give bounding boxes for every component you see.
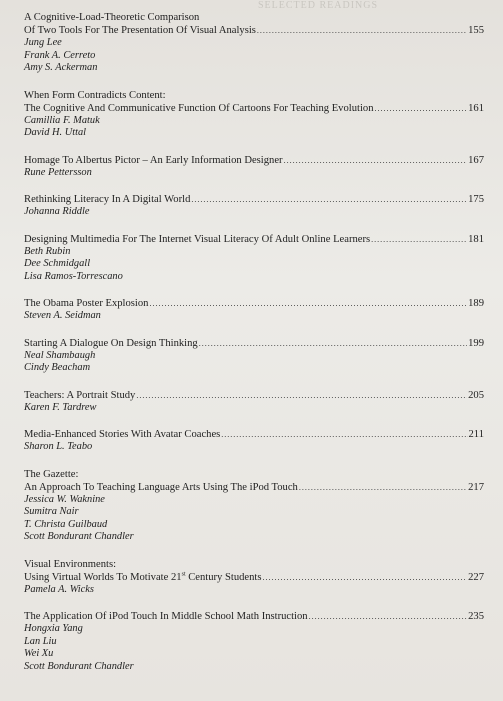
entry-title-line xyxy=(24,610,484,623)
dot-leader xyxy=(299,481,467,494)
dot-leader xyxy=(375,102,468,115)
author-name: Sumitra Nair xyxy=(24,506,79,517)
entry-title-line xyxy=(24,297,484,310)
dot-leader xyxy=(149,297,467,310)
author-name: David H. Uttal xyxy=(24,127,87,138)
author-name: Hongxia Yang xyxy=(24,623,83,634)
toc-entry xyxy=(24,337,484,375)
entry-title-line xyxy=(24,389,484,402)
entry-title-line xyxy=(24,11,484,24)
entry-title: Rethinking Literacy In A Digital World xyxy=(24,194,191,205)
author-name: Camillia F. Matuk xyxy=(24,114,100,126)
entry-title-line xyxy=(24,233,484,246)
show-through-heading: SELECTED READINGS xyxy=(258,0,379,11)
dot-leader xyxy=(284,154,468,167)
toc-entry xyxy=(24,558,484,597)
toc-entry xyxy=(24,89,484,140)
toc-entry xyxy=(24,428,484,454)
author-name: Lisa Ramos-Torrescano xyxy=(24,270,123,282)
dot-leader xyxy=(309,610,468,623)
page-number: 205 xyxy=(468,389,484,401)
entry-title: Media-Enhanced Stories With Avatar Coaches xyxy=(24,429,221,440)
entry-title-line xyxy=(24,481,484,494)
author-name: Karen F. Tardrew xyxy=(24,401,97,413)
entry-title-line xyxy=(24,468,484,481)
page-number: 181 xyxy=(468,233,484,245)
page-number: 155 xyxy=(468,25,484,36)
author-name: Pamela A. Wicks xyxy=(24,583,94,595)
entry-title-line xyxy=(24,337,484,350)
toc-entry xyxy=(24,468,484,544)
author-name: Sharon L. Teabo xyxy=(24,441,93,452)
page-number: 235 xyxy=(468,611,484,622)
dot-leader xyxy=(257,24,467,37)
author-name: Steven A. Seidman xyxy=(24,310,101,321)
author-name: Scott Bondurant Chandler xyxy=(24,660,134,672)
author-name: Jung Lee xyxy=(24,37,62,48)
page-number: 211 xyxy=(468,429,484,440)
page-number: 189 xyxy=(468,298,484,309)
author-name: Frank A. Cerreto xyxy=(24,49,96,61)
entry-title-line xyxy=(24,571,484,584)
page-number: 161 xyxy=(468,102,484,114)
entry-title: Homage To Albertus Pictor – An Early Information Designer xyxy=(24,154,283,166)
entry-title-line xyxy=(24,428,484,441)
entry-title-line xyxy=(24,558,484,571)
toc-entry xyxy=(24,233,484,284)
author-name: Beth Rubin xyxy=(24,245,71,257)
entry-title: The Cognitive And Communicative Function Of Cartoons For Teaching Evolution xyxy=(24,102,374,114)
dot-leader xyxy=(221,428,467,441)
entry-title: Visual Environments: xyxy=(24,558,117,570)
author-name: Lan Liu xyxy=(24,635,57,647)
entry-title: A Cognitive-Load-Theoretic Comparison xyxy=(24,12,200,23)
entry-title: The Gazette: xyxy=(24,468,79,480)
entry-title: Teachers: A Portrait Study xyxy=(24,389,136,401)
toc-entry xyxy=(24,389,484,415)
author-name: Johanna Riddle xyxy=(24,206,90,217)
page-number: 199 xyxy=(468,337,484,349)
entry-title-line xyxy=(24,193,484,206)
entry-title: Of Two Tools For The Presentation Of Visual Analysis xyxy=(24,25,256,36)
dot-leader xyxy=(263,571,468,584)
author-name: Amy S. Ackerman xyxy=(24,62,98,73)
entry-title: Using Virtual Worlds To Motivate 21st Century Students xyxy=(24,570,262,583)
table-of-contents xyxy=(24,11,484,687)
entry-title-line xyxy=(24,102,484,115)
author-name: Rune Pettersson xyxy=(24,166,92,178)
entry-title-line xyxy=(24,24,484,37)
dot-leader xyxy=(199,337,467,350)
toc-entry xyxy=(24,297,484,323)
toc-entry xyxy=(24,193,484,219)
author-name: Neal Shambaugh xyxy=(24,349,96,361)
entry-title: The Application Of iPod Touch In Middle School Math Instruction xyxy=(24,611,308,622)
entry-title: The Obama Poster Explosion xyxy=(24,298,149,309)
dot-leader xyxy=(191,193,467,206)
author-name: Cindy Beacham xyxy=(24,362,91,373)
dot-leader xyxy=(136,389,467,402)
page-number: 167 xyxy=(468,154,484,166)
entry-title: Starting A Dialogue On Design Thinking xyxy=(24,337,198,349)
page-number: 217 xyxy=(468,481,484,493)
author-name: T. Christa Guilbaud xyxy=(24,518,108,530)
toc-entry xyxy=(24,610,484,673)
author-name: Jessica W. Waknine xyxy=(24,493,105,505)
entry-title-line xyxy=(24,89,484,102)
author-name: Scott Bondurant Chandler xyxy=(24,531,134,542)
author-name: Dee Schmidgall xyxy=(24,258,91,269)
author-name: Wei Xu xyxy=(24,648,54,659)
entry-title-line xyxy=(24,154,484,167)
toc-entry xyxy=(24,11,484,75)
dot-leader xyxy=(371,233,467,246)
toc-entry xyxy=(24,154,484,180)
page-number: 227 xyxy=(468,571,484,583)
entry-title: When Form Contradicts Content: xyxy=(24,89,166,101)
entry-title: An Approach To Teaching Language Arts Using The iPod Touch xyxy=(24,481,298,493)
page-number: 175 xyxy=(468,194,484,205)
entry-title: Designing Multimedia For The Internet Visual Literacy Of Adult Online Learners xyxy=(24,233,371,245)
